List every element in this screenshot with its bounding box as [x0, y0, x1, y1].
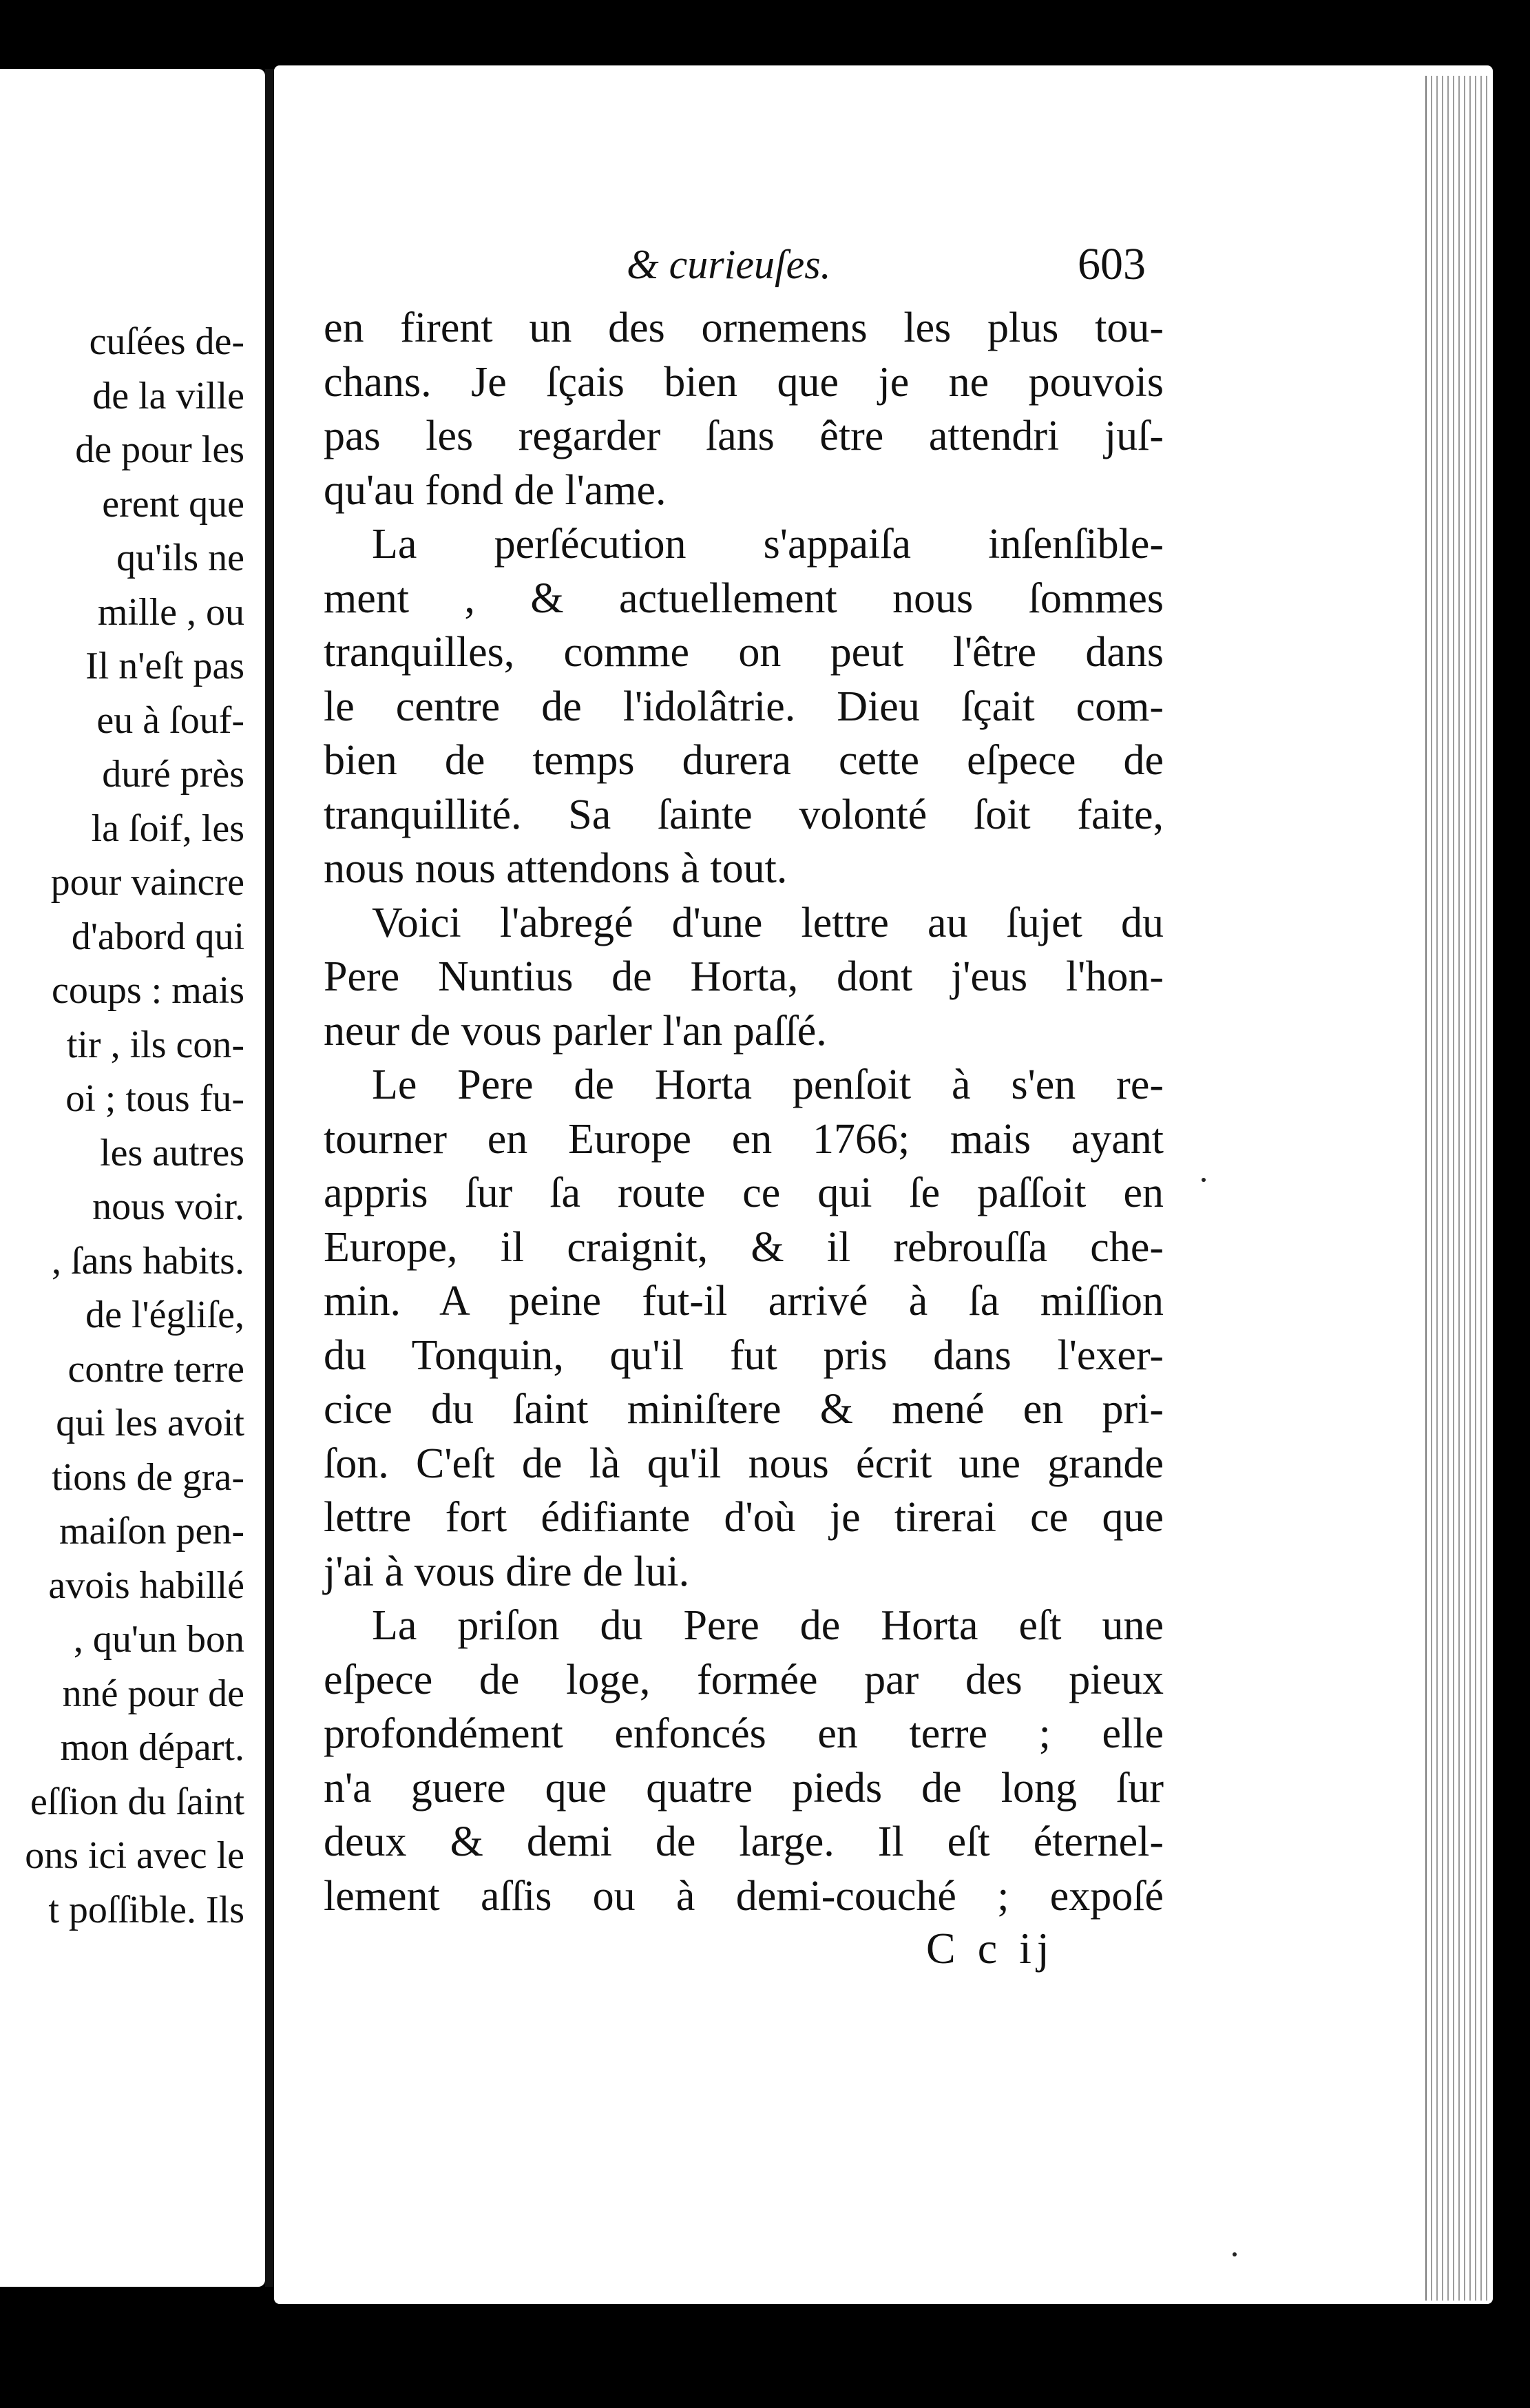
left-page-line: contre terre	[67, 1347, 244, 1391]
text-line: deux & demi de large. Il eſt éternel-	[324, 1818, 1164, 1865]
text-line: La priſon du Pere de Horta eſt une	[372, 1602, 1164, 1649]
left-page-line: mon départ.	[60, 1726, 244, 1769]
left-page-line: de la ville	[92, 374, 244, 417]
left-page-line: avois habillé	[48, 1564, 244, 1607]
left-page-line: d'abord qui	[71, 915, 244, 958]
text-line: min. A peine fut-il arrivé à ſa miſſion	[324, 1278, 1164, 1325]
text-line: Europe, il craignit, & il rebrouſſa che-	[324, 1223, 1164, 1271]
text-line: ſon. C'eſt de là qu'il nous écrit une grande	[324, 1440, 1164, 1487]
text-line: ment , & actuellement nous ſommes	[324, 574, 1164, 622]
signature-mark: C c ij	[926, 1924, 1055, 1973]
left-page-line: les autres	[100, 1131, 244, 1174]
page-number: 603	[1078, 239, 1146, 289]
text-line: tourner en Europe en 1766; mais ayant	[324, 1115, 1164, 1163]
left-page-line: de pour les	[75, 428, 244, 471]
left-page-line: tions de gra-	[52, 1455, 244, 1499]
text-line: lettre fort édifiante d'où je tirerai ce que	[324, 1494, 1164, 1541]
left-page-line: eſſion du ſaint	[30, 1780, 244, 1823]
text-line: neur de vous parler l'an paſſé.	[324, 1007, 827, 1055]
text-line: chans. Je ſçais bien que je ne pouvois	[324, 358, 1164, 406]
left-page-line: , ſans habits.	[52, 1239, 244, 1283]
ink-speck	[1202, 1178, 1206, 1182]
left-page-line: de l'égliſe,	[85, 1294, 244, 1336]
left-page-line: ons ici avec le	[25, 1834, 244, 1877]
left-page-line: duré près	[102, 753, 244, 796]
left-page-line: t poſſible. Ils	[48, 1888, 244, 1931]
left-page-line: nous voir.	[92, 1185, 244, 1228]
left-page-line: oi ; tous fu-	[65, 1077, 244, 1120]
left-page-line: qu'ils ne	[116, 537, 244, 579]
text-line: tranquillité. Sa ſainte volonté ſoit faite,	[324, 791, 1164, 838]
text-line: tranquilles, comme on peut l'être dans	[324, 629, 1164, 676]
left-page-text	[0, 315, 244, 1937]
text-line: n'a guere que quatre pieds de long ſur	[324, 1764, 1164, 1812]
text-line: lement aſſis ou à demi-couché ; expoſé	[324, 1872, 1164, 1920]
text-line: j'ai à vous dire de lui.	[324, 1548, 690, 1595]
text-line: eſpece de loge, formée par des pieux	[324, 1656, 1164, 1703]
left-page-line: cuſées de-	[89, 320, 244, 363]
text-line: bien de temps durera cette eſpece de	[324, 737, 1164, 784]
text-line: en firent un des ornemens les plus tou-	[324, 304, 1164, 351]
left-page-line: la ſoif, les	[91, 807, 244, 850]
page-edges	[1425, 76, 1490, 2301]
left-page-line: coups : mais	[52, 969, 244, 1012]
text-line: profondément enfoncés en terre ; elle	[324, 1710, 1164, 1757]
body-text	[324, 301, 1164, 1923]
text-line: Pere Nuntius de Horta, dont j'eus l'hon-	[324, 953, 1164, 1000]
running-head: & curieuſes.	[627, 242, 831, 287]
text-line: appris ſur ſa route ce qui ſe paſſoit en	[324, 1170, 1164, 1216]
text-line: nous nous attendons à tout.	[324, 845, 788, 892]
left-page-line: nné pour de	[62, 1672, 244, 1715]
left-page-line: erent que	[102, 482, 244, 526]
text-line: La perſécution s'appaiſa inſenſible-	[372, 521, 1164, 568]
left-page-line: Il n'eſt pas	[85, 645, 244, 687]
left-page-line: qui les avoit	[56, 1402, 244, 1444]
text-line: pas les regarder ſans être attendri juſ-	[324, 413, 1164, 459]
left-page-line: tir , ils con-	[66, 1023, 244, 1066]
text-line: le centre de l'idolâtrie. Dieu ſçait com-	[324, 683, 1164, 730]
ink-speck	[1233, 2252, 1237, 2256]
text-line: cice du ſaint miniſtere & mené en pri-	[324, 1386, 1164, 1433]
left-page-line: pour vaincre	[50, 861, 244, 904]
left-page-line: , qu'un bon	[73, 1618, 244, 1661]
left-page	[0, 69, 265, 2287]
left-page-line: mille , ou	[97, 590, 244, 634]
text-line: du Tonquin, qu'il fut pris dans l'exer-	[324, 1331, 1164, 1379]
left-page-line: eu à ſouf-	[96, 698, 244, 742]
text-line: Le Pere de Horta penſoit à s'en re-	[372, 1061, 1164, 1108]
text-line: qu'au fond de l'ame.	[324, 466, 667, 514]
text-line: Voici l'abregé d'une lettre au ſujet du	[372, 899, 1164, 946]
left-page-line: maiſon pen-	[59, 1510, 244, 1553]
